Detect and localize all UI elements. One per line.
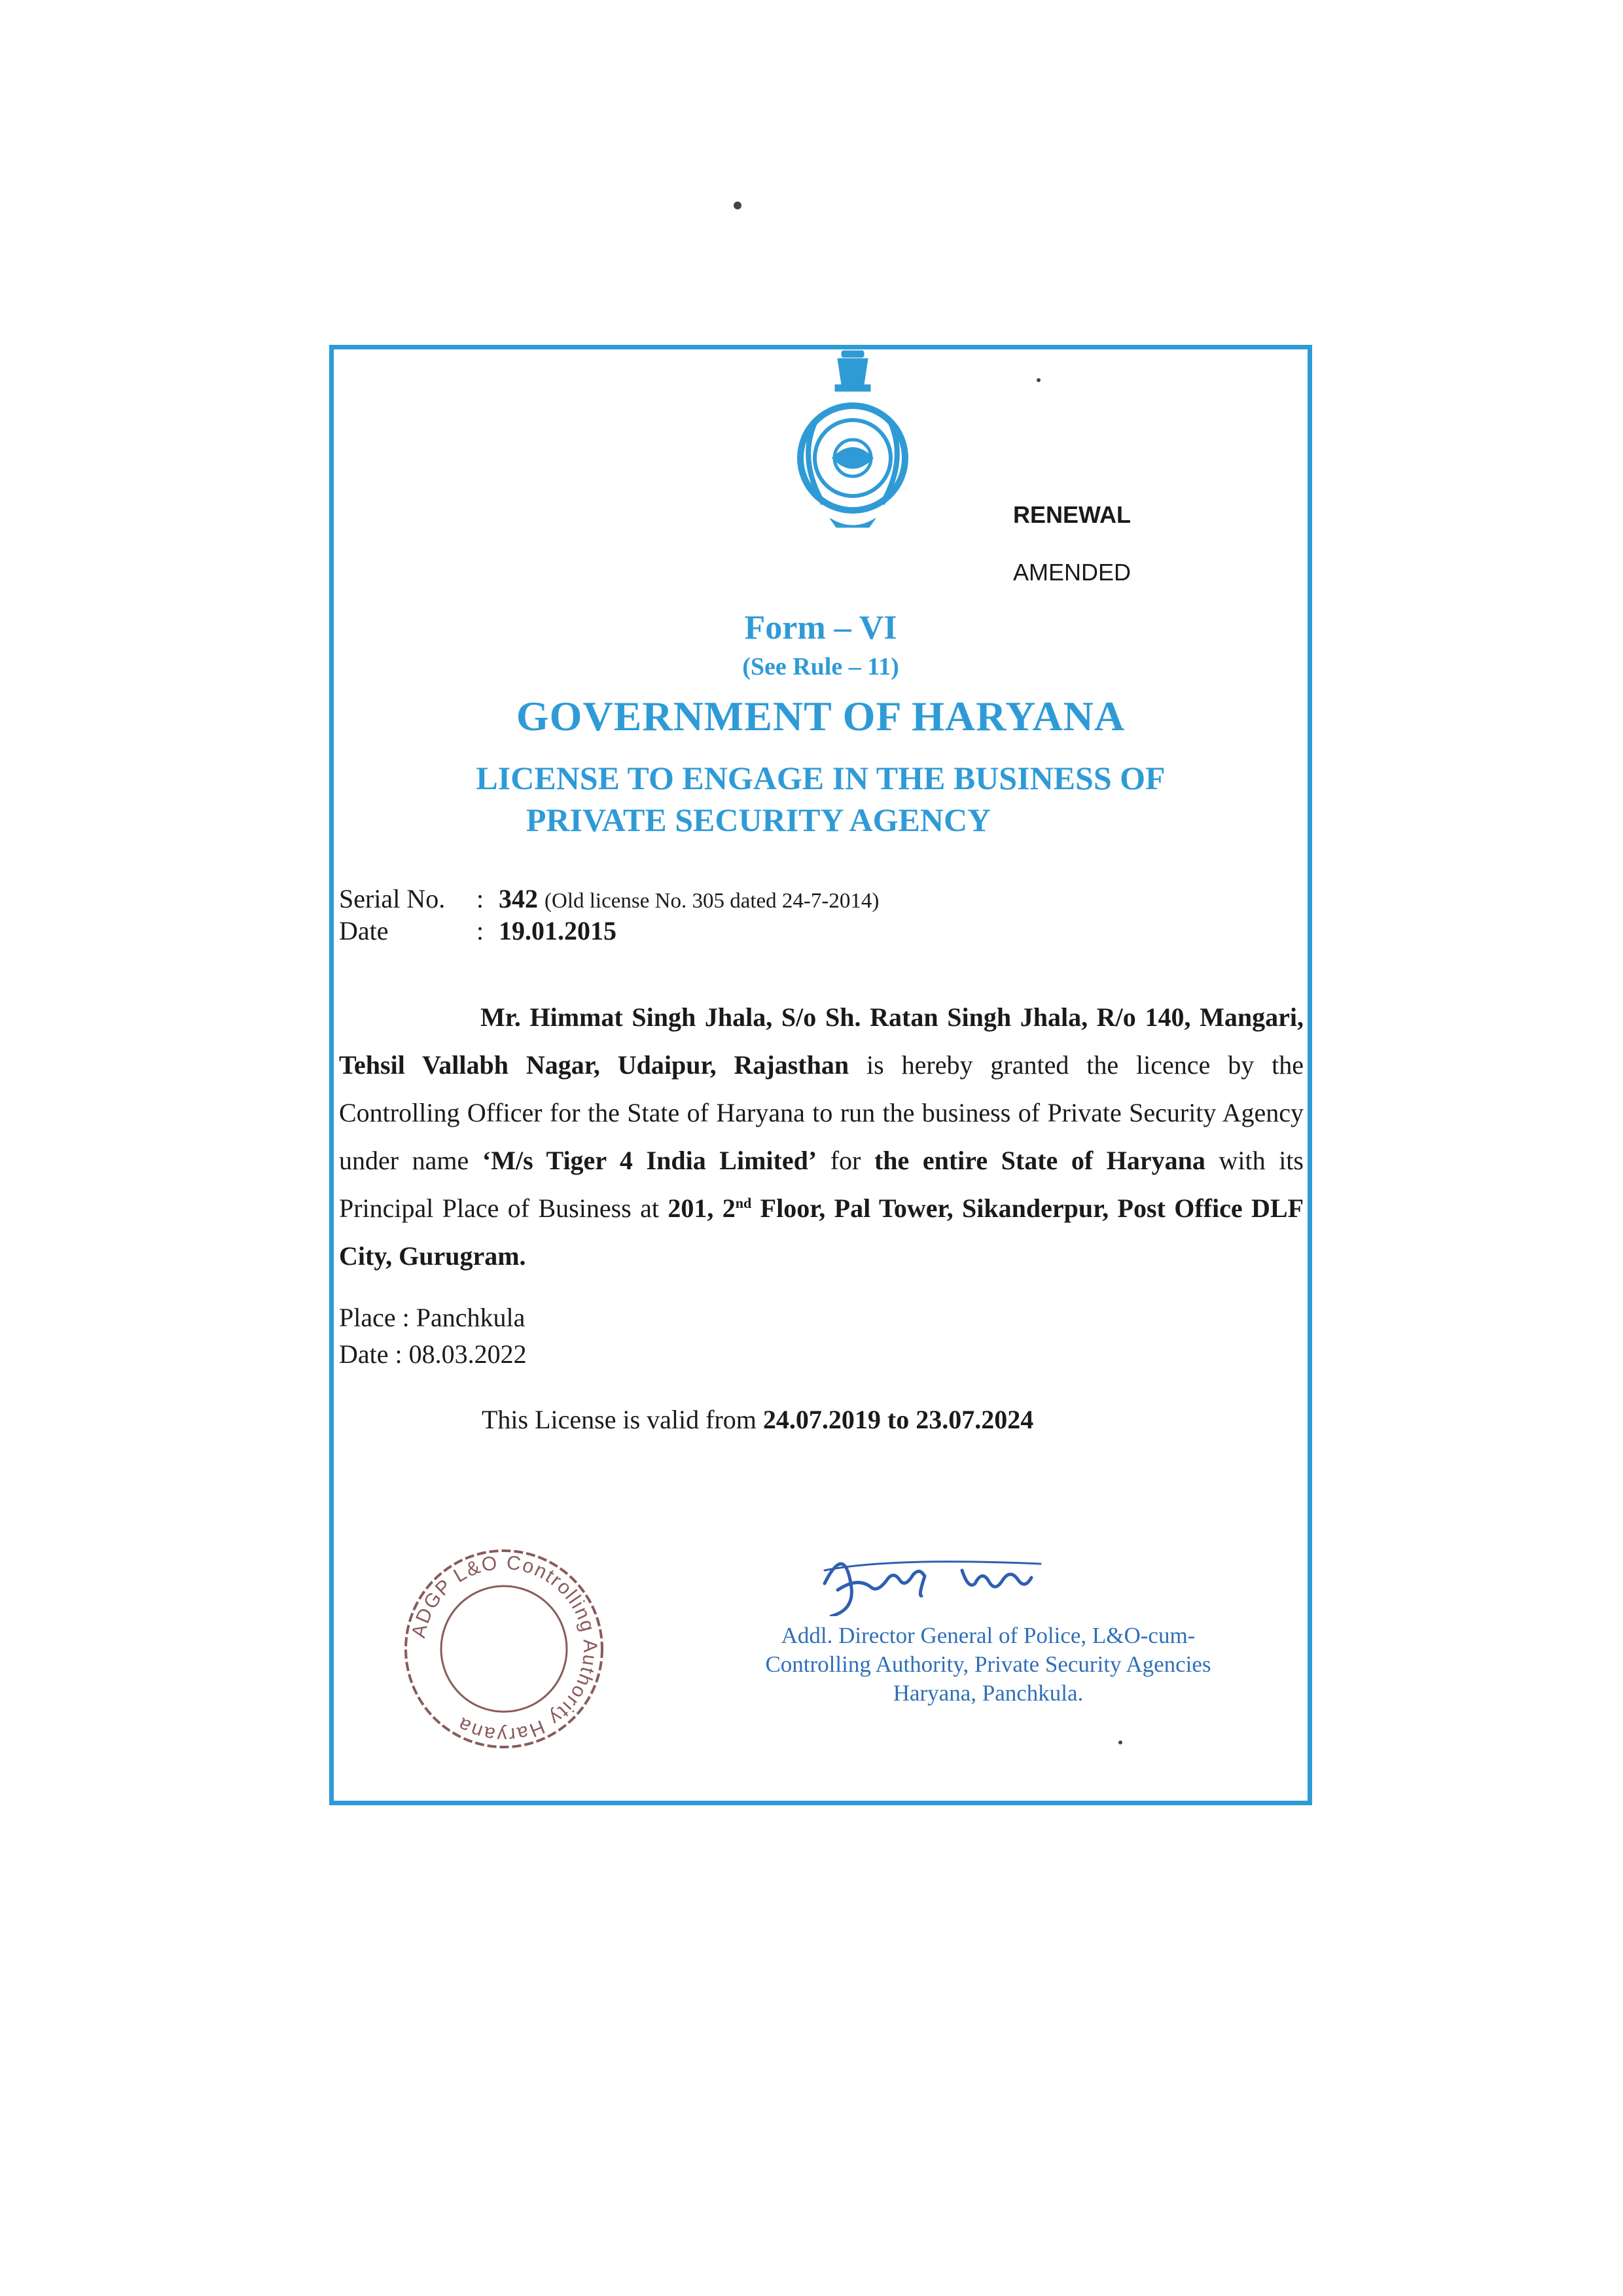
date-label: Date [339, 916, 389, 945]
body-text-3: with its Principal Place of Business at [339, 1146, 1304, 1223]
jurisdiction: the entire State of Haryana [874, 1146, 1205, 1175]
valid-to-word: to [880, 1405, 916, 1434]
serial-value: 342 [499, 884, 538, 913]
colon: : [476, 916, 484, 945]
address: 201, 2nd Floor, Pal Tower, Sikanderpur, Post Office DLF City, Gurugram. [339, 1193, 1304, 1271]
license-body [339, 993, 1304, 1280]
date-value: 19.01.2015 [499, 916, 616, 945]
body-text-2: for [817, 1146, 874, 1175]
license-title-line-2: PRIVATE SECURITY AGENCY [526, 802, 991, 838]
issue-date-label: Date : [339, 1339, 409, 1369]
svg-text:ADGP L&O Controlling Authority: ADGP L&O Controlling Authority Haryana [408, 1551, 601, 1746]
see-rule: (See Rule – 11) [742, 653, 899, 680]
amended-label: AMENDED [1013, 559, 1132, 586]
validity-line [482, 1404, 1033, 1435]
date-row [339, 915, 616, 946]
haryana-emblem-icon [777, 347, 928, 543]
colon: : [476, 884, 484, 913]
serial-label: Serial No. [339, 884, 446, 913]
validity-text: This License is valid from [482, 1405, 763, 1434]
old-license-note: (Old license No. 305 dated 24-7-2014) [544, 889, 880, 913]
license-title-line-1: LICENSE TO ENGAGE IN THE BUSINESS OF [476, 760, 1166, 796]
issue-date-value: 08.03.2022 [408, 1339, 527, 1369]
body-text-1: is hereby granted the licence by the Controlling Officer for the State of Haryana to run the business of Private Security Agency under name [339, 1050, 1304, 1175]
signatory-line-3: Haryana, Panchkula. [893, 1680, 1084, 1706]
renewal-label: RENEWAL [1013, 501, 1131, 528]
signatory-line-2: Controlling Authority, Private Security Agencies [765, 1651, 1211, 1677]
signatory-designation [720, 1621, 1257, 1708]
scan-speck [1037, 378, 1041, 382]
issue-date-row [339, 1339, 527, 1369]
scan-speck [1118, 1740, 1122, 1744]
place-row [339, 1302, 525, 1333]
place-label: Place : [339, 1303, 416, 1332]
signatory-line-1: Addl. Director General of Police, L&O-cum- [781, 1623, 1196, 1648]
form-number: Form – VI [744, 609, 897, 646]
grantee-name: Mr. Himmat Singh Jhala, S/o Sh. Ratan Singh Jhala, R/o 140, Mangari, Tehsil Vallabh Nagar, Udaipur, Rajasthan [339, 1002, 1304, 1080]
scan-speck [734, 202, 741, 209]
agency-name: ‘M/s Tiger 4 India Limited’ [482, 1146, 817, 1175]
valid-from: 24.07.2019 [762, 1405, 881, 1434]
signature-icon [812, 1544, 1086, 1616]
government-heading: GOVERNMENT OF HARYANA [516, 693, 1126, 739]
serial-row [339, 883, 879, 914]
place-value: Panchkula [416, 1303, 526, 1332]
controlling-authority-seal-icon [396, 1541, 612, 1757]
valid-to: 23.07.2024 [916, 1405, 1034, 1434]
